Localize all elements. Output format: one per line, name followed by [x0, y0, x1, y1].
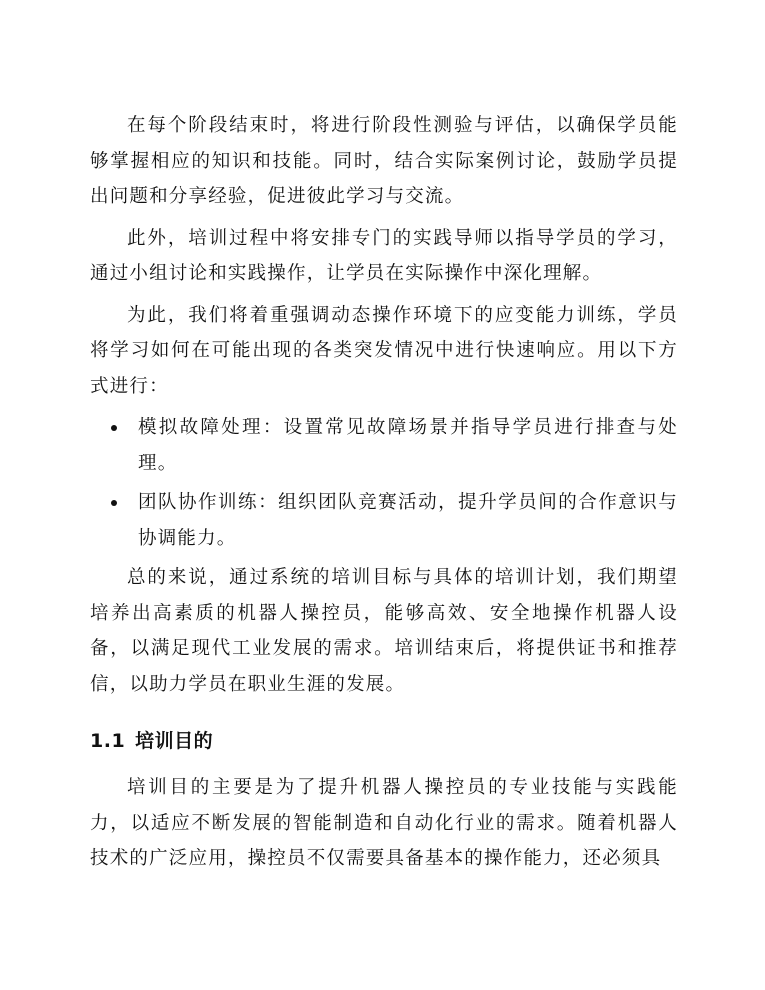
paragraph-response-training: 为此，我们将着重强调动态操作环境下的应变能力训练，学员将学习如何在可能出现的各类突发情况中进行快速响应。用以下方式进行： [90, 304, 678, 397]
paragraph-summary: 总的来说，通过系统的培训目标与具体的培训计划，我们期望培养出高素质的机器人操控员，能够高效、安全地操作机器人设备，以满足现代工业发展的需求。培训结束后，将提供证书和推荐信，以助力学员在职业生涯的发展。 [90, 567, 678, 695]
bullet-text: 团队协作训练：组织团队竞赛活动，提升学员间的合作意识与协调能力。 [138, 492, 678, 549]
paragraph-section-body: 培训目的主要是为了提升机器人操控员的专业技能与实践能力，以适应不断发展的智能制造和自动化行业的需求。随着机器人技术的广泛应用，操控员不仅需要具备基本的操作能力，还必须具 [90, 777, 678, 869]
section-number: 1.1 [90, 730, 126, 752]
bullet-list [90, 410, 678, 556]
section-title: 培训目的 [135, 730, 214, 752]
paragraph-assessment: 在每个阶段结束时，将进行阶段性测验与评估，以确保学员能够掌握相应的知识和技能。同时，结合实际案例讨论，鼓励学员提出问题和分享经验，促进彼此学习与交流。 [90, 115, 678, 207]
section-heading [90, 726, 678, 756]
bullet-item-fault-handling [90, 410, 678, 481]
paragraph-mentors: 此外，培训过程中将安排专门的实践导师以指导学员的学习，通过小组讨论和实践操作，让学员在实际操作中深化理解。 [90, 227, 678, 284]
bullet-item-team-training [90, 485, 678, 556]
bullet-dot-icon [111, 500, 117, 506]
bullet-dot-icon [111, 425, 117, 431]
page-content [90, 108, 678, 883]
bullet-text: 模拟故障处理：设置常见故障场景并指导学员进行排查与处理。 [138, 417, 678, 474]
